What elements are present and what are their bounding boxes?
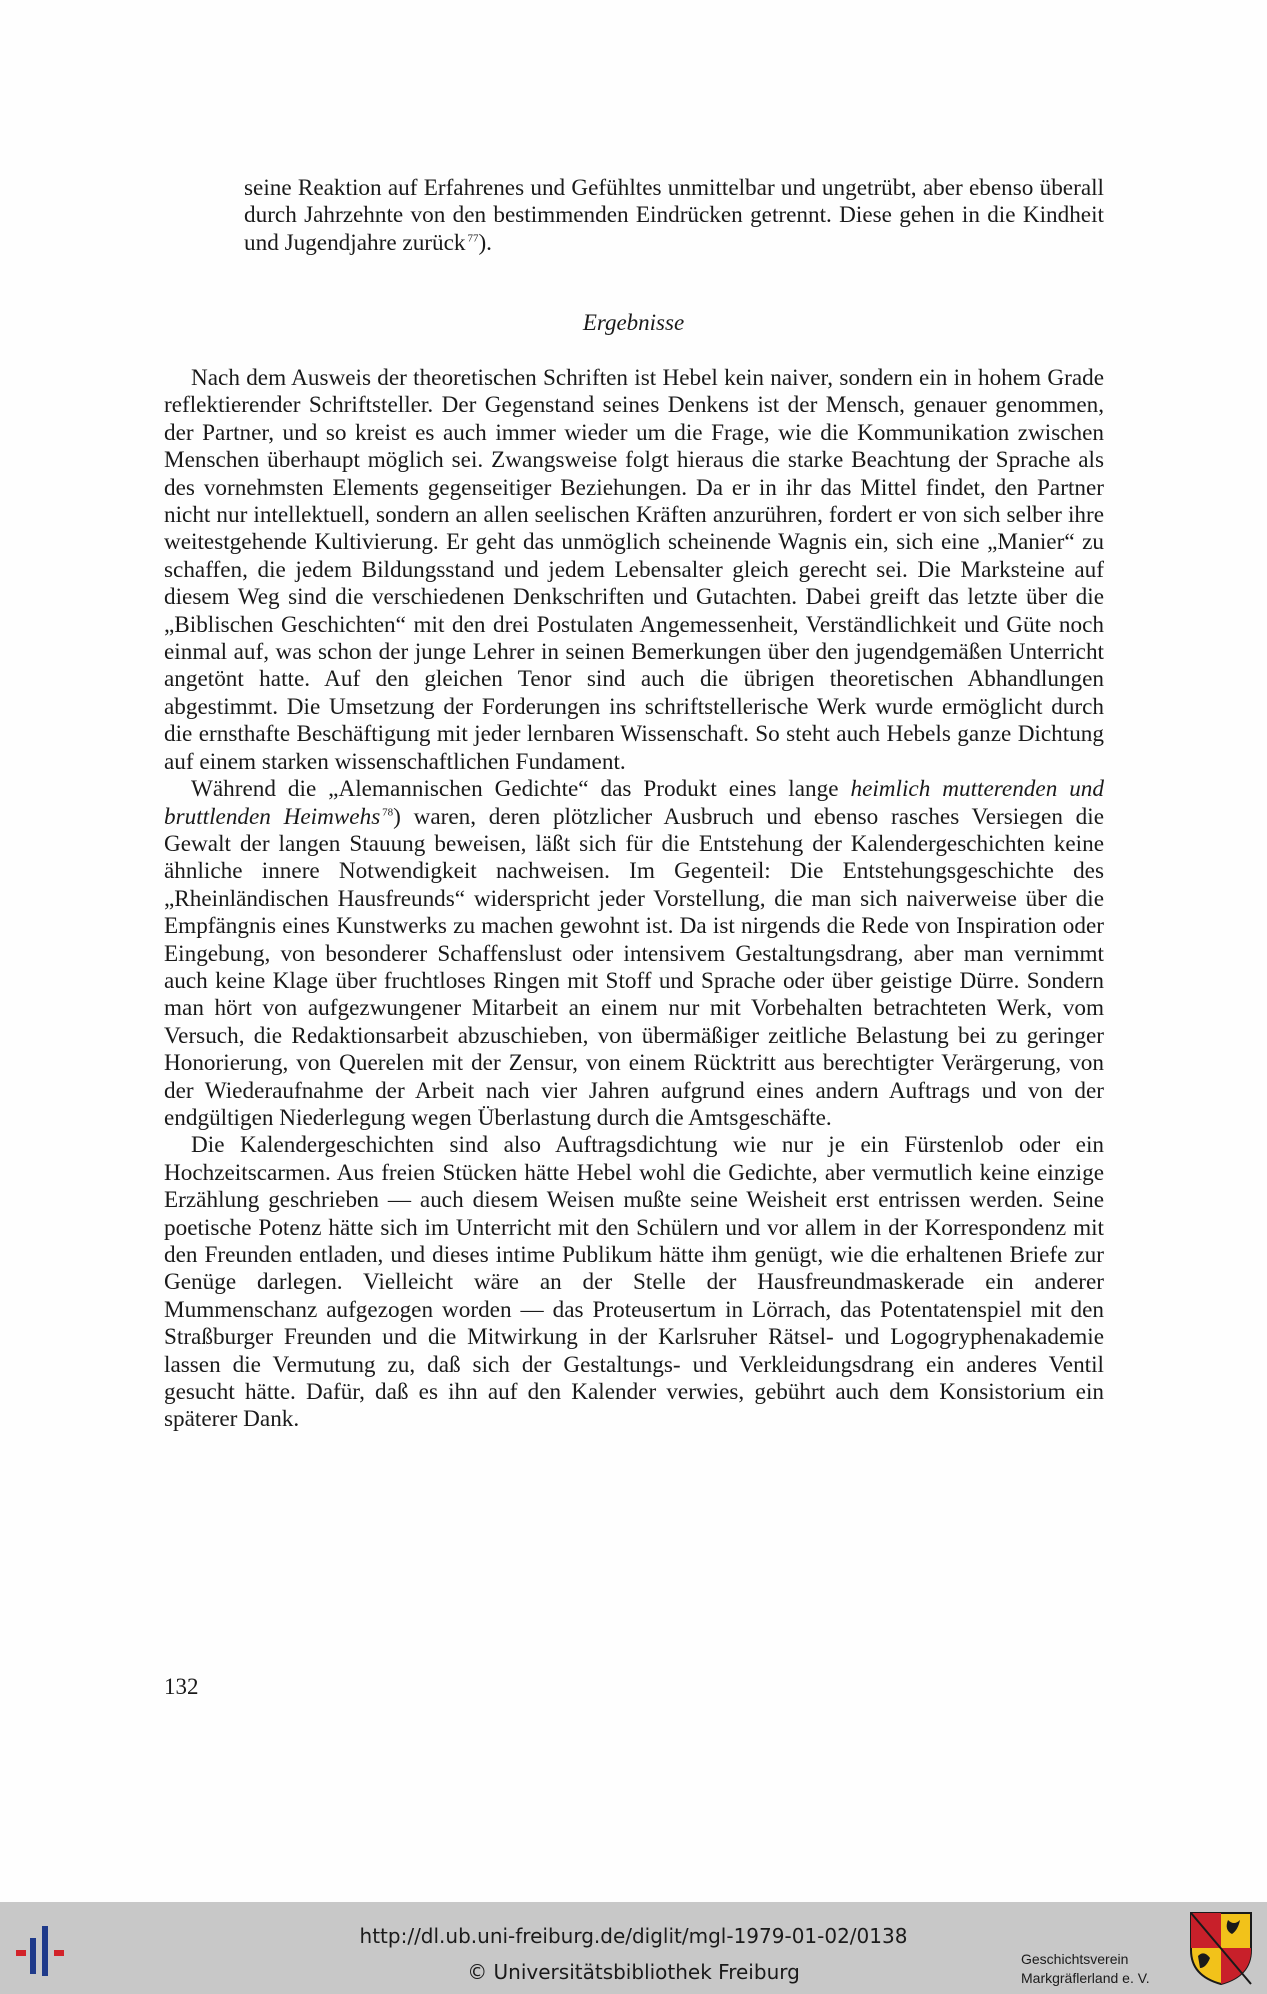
society-name [1021, 1950, 1150, 1988]
paragraph-2-quote: heimlich mutterenden und bruttlenden Heimwehs [164, 776, 1104, 830]
society-name-line1: Geschichtsverein [1021, 1951, 1129, 1967]
footnote-ref-78[interactable]: 78 [382, 805, 394, 818]
coat-of-arms-icon[interactable] [1188, 1910, 1254, 1986]
paragraph-2-rest: ) waren, deren plötzlicher Ausbruch und ebenso rasches Versiegen die Gewalt der langen Stauung beweisen, läßt sich für die Entstehung der Kalendergeschichten keine ähnliche innere Notwendigkeit nachweisen. Im Gegenteil: Die Entstehungsgeschichte des „Rheinländischen Hausfreunds“ widerspricht jeder Vorstellung, die man sich naiverweise über die Empfängnis eines Kunstwerks zu machen gewohnt ist. Da ist nirgends die Rede von Inspiration oder Eingebung, von besonderer Schaffenslust oder intensivem Gestaltungsdrang, aber man vernimmt auch keine Klage über fruchtloses Ringen mit Stoff und Sprache oder über geistige Dürre. Sondern man hört von aufgezwungener Mitarbeit an einem nur mit Vorbehalten betrachteten Werk, vom Versuch, die Redaktionsarbeit abzuschieben, von übermäßiger zeitliche Belastung bei zu geringer Honorierung, von Querelen mit der Zensur, von einem Rücktritt aus berechtigter Verärgerung, von der Wiederaufnahme der Arbeit nach vier Jahren aufgrund eines andern Auftrags und von der endgültigen Niederlegung wegen Überlastung durch die Amtsgeschäfte. [164, 803, 1104, 1131]
paragraph-2-start: Während die „Alemannischen Gedichte“ das Produkt eines lange [191, 776, 851, 803]
footer-url-link[interactable]: http://dl.ub.uni-freiburg.de/diglit/mgl-1979-01-02/0138 [359, 1924, 908, 1948]
page-number: 132 [164, 1674, 199, 1699]
society-name-line2: Markgräflerland e. V. [1021, 1970, 1150, 1986]
paragraph-2 [164, 776, 1104, 1132]
intro-tail: ). [478, 229, 492, 256]
footnote-ref-77[interactable]: 77 [467, 232, 479, 245]
paragraph-3: Die Kalendergeschichten sind also Auftragsdichtung wie nur je ein Fürstenlob oder ein Hochzeitscarmen. Aus freien Stücken hätte Hebel wohl die Gedichte, aber vermutlich keine einzige Erzählung geschrieben — auch diesem Weisen mußte seine Weisheit erst entrissen werden. Seine poetische Potenz hätte sich im Unterricht mit den Schülern und vor allem in der Korrespondenz mit den Freunden entladen, und dieses intime Publikum hätte ihm genügt, wie die erhaltenen Briefe zur Genüge darlegen. Vielleicht wäre an der Stelle der Hausfreundmaskerade ein anderer Mummenschanz aufgezogen worden — das Proteusertum in Lörrach, das Potentatenspiel mit den Straßburger Freunden und die Mitwirkung in der Karlsruher Rätsel- und Logogryphenakademie lassen die Vermutung zu, daß sich der Gestaltungs- und Verkleidungsdrang ein anderes Ventil gesucht hätte. Dafür, daß es ihn auf den Kalender verwies, gebührt auch dem Konsistorium ein späterer Dank. [164, 1132, 1104, 1433]
section-heading: Ergebnisse [582, 310, 685, 335]
intro-text: seine Reaktion auf Erfahrenes und Gefühltes unmittelbar und ungetrübt, aber ebenso überall durch Jahrzehnte von den bestimmenden Eindrücken getrennt. Diese gehen in die Kindheit und Jugendjahre zurück [244, 175, 1104, 256]
body-text [164, 365, 1104, 1434]
intro-paragraph [244, 175, 1104, 257]
paragraph-1: Nach dem Ausweis der theoretischen Schriften ist Hebel kein naiver, sondern ein in hohem Grade reflektierender Schriftsteller. Der Gegenstand seines Denkens ist der Mensch, genauer genommen, der Partner, und so kreist es auch immer wieder um die Frage, wie die Kommunikation zwischen Menschen überhaupt möglich sei. Zwangsweise folgt hieraus die starke Beachtung der Sprache als des vornehmsten Elements gegenseitiger Beziehungen. Da er in ihr das Mittel findet, den Partner nicht nur intellektuell, sondern an allen seelischen Kräften anzurühren, fordert er von sich selber ihre weitestgehende Kultivierung. Er geht das unmöglich scheinende Wagnis ein, sich eine „Manier“ zu schaffen, die jedem Bildungsstand und jedem Lebensalter gleich gerecht sei. Die Marksteine auf diesem Weg sind die verschiedenen Denkschriften und Gutachten. Dabei greift das letzte über die „Biblischen Geschichten“ mit den drei Postulaten Angemessenheit, Verständlichkeit und Güte noch einmal auf, was schon der junge Lehrer in seinen Bemerkungen über den jugendgemäßen Unterricht angetönt hatte. Auf den gleichen Tenor sind auch die übrigen theoretischen Abhandlungen abgestimmt. Die Umsetzung der Forderungen ins schriftstellerische Werk wurde ermöglicht durch die ernsthafte Beschäftigung mit jeder lernbaren Wissenschaft. So steht auch Hebels ganze Dichtung auf einem starken wissenschaftlichen Fundament. [164, 365, 1104, 775]
footer-copyright: © Universitätsbibliothek Freiburg [467, 1960, 800, 1984]
